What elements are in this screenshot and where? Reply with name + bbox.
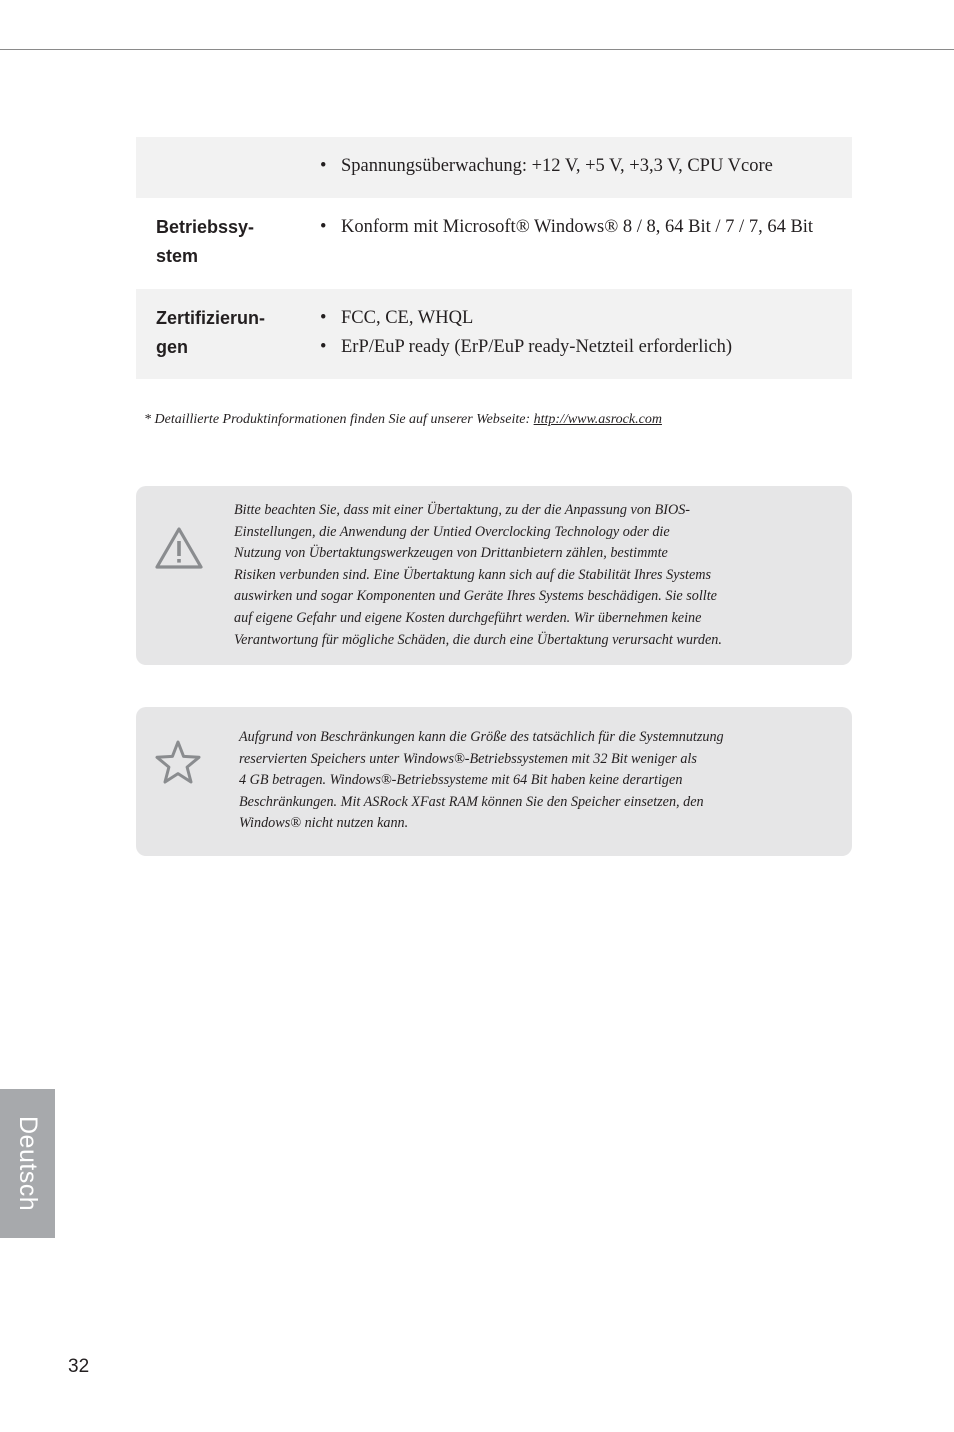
asrock-website-link[interactable]: http://www.asrock.com [533, 412, 662, 427]
page-number: 32 [68, 1356, 90, 1377]
language-tab-label: Deutsch [14, 1115, 42, 1212]
spec-item: • ErP/EuP ready (ErP/EuP ready-Netzteil erforderlich) [320, 333, 852, 362]
bullet: • [320, 337, 327, 357]
spec-row-voltage [136, 137, 852, 198]
bullet: • [320, 308, 327, 328]
spec-row-certifications [136, 289, 852, 379]
spec-values [300, 304, 852, 379]
memory-limitation-note [136, 707, 852, 856]
spec-label-certifications: Zertifizierun- gen [156, 308, 266, 357]
spec-row-os [136, 198, 852, 289]
bullet: • [320, 217, 327, 237]
star-icon [154, 739, 202, 790]
warning-note-text: Bitte beachten Sie, dass mit einer Übertaktung, zu der die Anpassung von BIOS- Einstellungen, die Anwendung der Untied Overclocking Technology oder die Nutzung von Übertaktungswerkzeugen von Drittanbietern zählen, bestimmte Risiken verbunden sind. Eine Übertaktung kann sich auf die Stabilität Ihres Systems auswirken und sogar Komponenten und Geräte Ihres Systems beschädigen. Sie sollte auf eigene Gefahr und eigene Kosten durchgeführt werden. Wir übernehmen keine Verantwortung für mögliche Schäden, die durch eine Übertaktung verursacht wurden. [234, 502, 722, 648]
overclocking-warning-note [136, 486, 852, 665]
spec-table [136, 137, 852, 379]
warning-triangle-icon [154, 526, 204, 575]
star-note-text: Aufgrund von Beschränkungen kann die Größe des tatsächlich für die Systemnutzung reservierten Speichers unter Windows®-Betriebssystemen mit 32 Bit weniger als 4 GB betragen. Windows®-Betriebssysteme mit 64 Bit haben keine derartigen Beschränkungen. Mit ASRock XFast RAM können Sie den Speicher einsetzen, den Windows® nicht nutzen kann. [239, 729, 724, 832]
top-rule [0, 49, 954, 50]
spec-values [300, 213, 852, 289]
spec-item: • FCC, CE, WHQL [320, 304, 852, 333]
spec-item: • Spannungsüberwachung: +12 V, +5 V, +3,3 V, CPU Vcore [320, 152, 852, 181]
spec-label-os: Betriebssy- stem [156, 217, 255, 266]
spec-item: • Konform mit Microsoft® Windows® 8 / 8, 64 Bit / 7 / 7, 64 Bit [320, 213, 852, 242]
footnote: * Detaillierte Produktinformationen finden Sie auf unserer Webseite: http://www.asrock.com [144, 412, 662, 427]
bullet: • [320, 156, 327, 176]
spec-label [136, 152, 300, 198]
language-tab [0, 1089, 55, 1238]
spec-values [300, 152, 852, 198]
